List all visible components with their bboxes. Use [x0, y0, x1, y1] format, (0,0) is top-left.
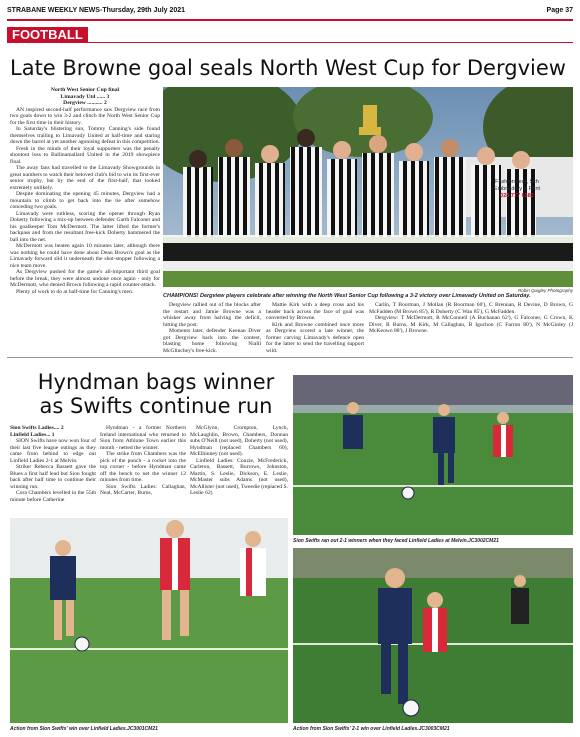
story2-subhead-1: Sion Swifts Ladies.... 2 — [10, 425, 64, 431]
page-header: STRABANE WEEKLY NEWS-Thursday, 29th July 2021 Page 37 — [7, 7, 573, 14]
story2-headline: Hyndman bags winner as Swifts continue run — [37, 370, 275, 418]
paragraph: Linfield Ladies: Couzie, McFrederick, Carleton, Bassett, Burrows, Johnston, Martin, S. Leslie, Dickson, E. Leslie, McMaster subs Adams (not used), McAllister (not used), Tweedie (replaced S. Leslie 62) — [190, 457, 288, 496]
section-rule — [7, 42, 573, 43]
story2-caption-right-top: Sion Swifts ran out 2-1 winners when they faced Linfield Ladies at Melvin.JC3002CM21 — [293, 538, 499, 544]
swifts-action-photo-right-bottom — [293, 548, 573, 723]
story1-caption: CHAMPIONS! Dergview players celebrate after winning the North West Senior Cup following a 3-2 victory over Limavady United on Saturday. — [163, 293, 531, 299]
page-number: Page 37 — [546, 7, 573, 14]
paragraph: Cora Chambers levelled in the 55th minute before Catherine — [10, 490, 96, 503]
paragraph: Dergview: T McDermott, R McConnell (A Buchanan 62'), G Falconer, G Crown, K Diver, R Burns, M Kirk, M Callaghan, B Iguchon (C Farron 80'), N McGinley (J McKeown 88'), J Browne. — [369, 315, 573, 334]
swifts-action-photo-right-top — [293, 375, 573, 535]
story2-caption-right-bottom: Action from Sion Swifts' 2-1 win over Linfield Ladies.JC3003CM21 — [293, 726, 450, 732]
paragraph: As Dergview pushed for the game's all-important third goal before the break, they were almost undone once again - only for McDermott, who denied Brown following a rapid counter-attack. — [10, 269, 160, 288]
paragraph: McDermott was beaten again 10 minutes later, although there was nothing he could have done about Dean Brown's goal as the Limavady forward slid it underneath the shot-stopper following a nice team move. — [10, 243, 160, 269]
paragraph: Moments later, defender Keenan Diver got Dergview back into the contest, blasting home following Nialll McGlinchey's free-kick. — [163, 328, 261, 354]
paragraph: Plenty of work to do at half-time for Canning's men. — [16, 288, 134, 295]
photo-credit: Robin Quigley Photography — [517, 288, 573, 293]
paragraph: Striker Rebecca Bassett gave the Blues a first half lead but Sion fought back after half time to continue their winning run. — [10, 464, 96, 490]
issue-date: Thursday, 29th July 2021 — [102, 7, 186, 14]
masthead: STRABANE WEEKLY NEWS — [7, 7, 100, 14]
paragraph: McGlynn, Crompton, Lynch, McLaughlin, Brown, Chambers, Donnan subs O'Neill (not used), Doherty (not used), Hyndman (replaced Chambers 60), McElhinney (not used). — [190, 425, 288, 457]
story1-headline: Late Browne goal seals North West Cup for Dergview — [10, 56, 566, 80]
paragraph: Hyndman - a former Northern Ireland international who returned to Sion from Athlone Town earlier this month - netted the winner. — [100, 425, 186, 451]
sponsor-banner: Fashionwear, Sch Embroidery & Print 028 777 6382 — [493, 179, 541, 199]
story1-subhead-3: Dergview ........... 2 — [63, 100, 107, 106]
paragraph: In Saturday's blistering sun, Tommy Canning's side found themselves trailing to Limavady United at half-time and staring down the barrel at yet another agonising defeat in this competition. — [10, 126, 160, 145]
section-label: FOOTBALL — [7, 27, 88, 42]
paragraph: AN inspired second-half performance saw Dergview race from two goals down to win 3-2 and clinch the North West Senior Cup for the first time in their history. — [10, 106, 160, 126]
paragraph: SION Swifts have now won four of their last five league outings as they came from behind to edge out Linfield Ladies 2-1 at Melvin. — [10, 438, 96, 464]
dergview-celebration-photo — [163, 87, 573, 287]
paragraph: Fresh in the minds of their loyal supporters was the penalty shootout loss to Ballinamallard United in the 2019 showpiece final. — [10, 145, 160, 165]
paragraph: Limavady were ruthless, scoring the opener through Ryan Doherty following a mix-up between defender Garth Falconer and his goalkeeper Tom McDermott. The latter lifted the former's backpass and from the resultant free-kick Doherty hammered the ball into the net. — [10, 210, 160, 243]
paragraph: Dergview rallied out of the blocks after the restart and Jamie Browne was a whisker away from halving the deficit, hitting the post. — [163, 302, 261, 328]
paragraph: Carlin, T Boorman, J Mollan (R Boorman 60'), C Brennan, R Devine, D Brown, G McFadden (M Brown 85'), R Doherty (C Wan 85'), G McFadden. — [369, 302, 573, 315]
story1-subhead-1: North West Senior Cup final — [50, 87, 120, 93]
story2-caption-left: Action from Sion Swifts' win over Linfield Ladies.JC3001CM21 — [10, 726, 158, 732]
story1-column-1 — [10, 87, 160, 352]
story2-column-2 — [100, 425, 186, 515]
story2-subhead-2: Linfield Ladies... 1 — [10, 431, 55, 438]
paragraph: Kirk and Browne combined once more as Dergview scored a late winner, the former carving Limavady's defence open for the latter to send the travelling support wild. — [266, 321, 364, 354]
story2-column-1 — [10, 425, 96, 515]
paragraph: Sion Swifts Ladies: Callaghan, Neal, McCarter, Burns, — [100, 483, 186, 496]
swifts-action-photo-left — [10, 518, 288, 723]
story1-column-3 — [266, 302, 364, 354]
story1-column-2 — [163, 302, 261, 354]
paragraph: Despite dominating the opening 45 minutes, Dergview had a mountain to climb to get back into the tie after somehow conceding two goals. — [10, 191, 160, 210]
paragraph: Mattie Kirk with a deep cross and his header back across the face of goal was converted by Browne. — [266, 302, 364, 321]
header-rule — [7, 19, 573, 21]
story-divider — [7, 357, 573, 358]
story1-subhead-2: Limavady Utd ...... 3 — [60, 93, 110, 100]
story2-column-3 — [190, 425, 288, 515]
paragraph: The away fans had travelled to the Limavady Showgrounds in great numbers to watch their beloved club's bid to win its first-ever senior trophy, but by the end of the first-half, that looked extremely unlikely. — [10, 165, 160, 191]
story1-column-4 — [369, 302, 573, 354]
paragraph: The strike from Chambers was the pick of the punch - a rocket into the top corner - before Hyndman came off the bench to net the winner 12 minutes from time. — [100, 451, 186, 483]
